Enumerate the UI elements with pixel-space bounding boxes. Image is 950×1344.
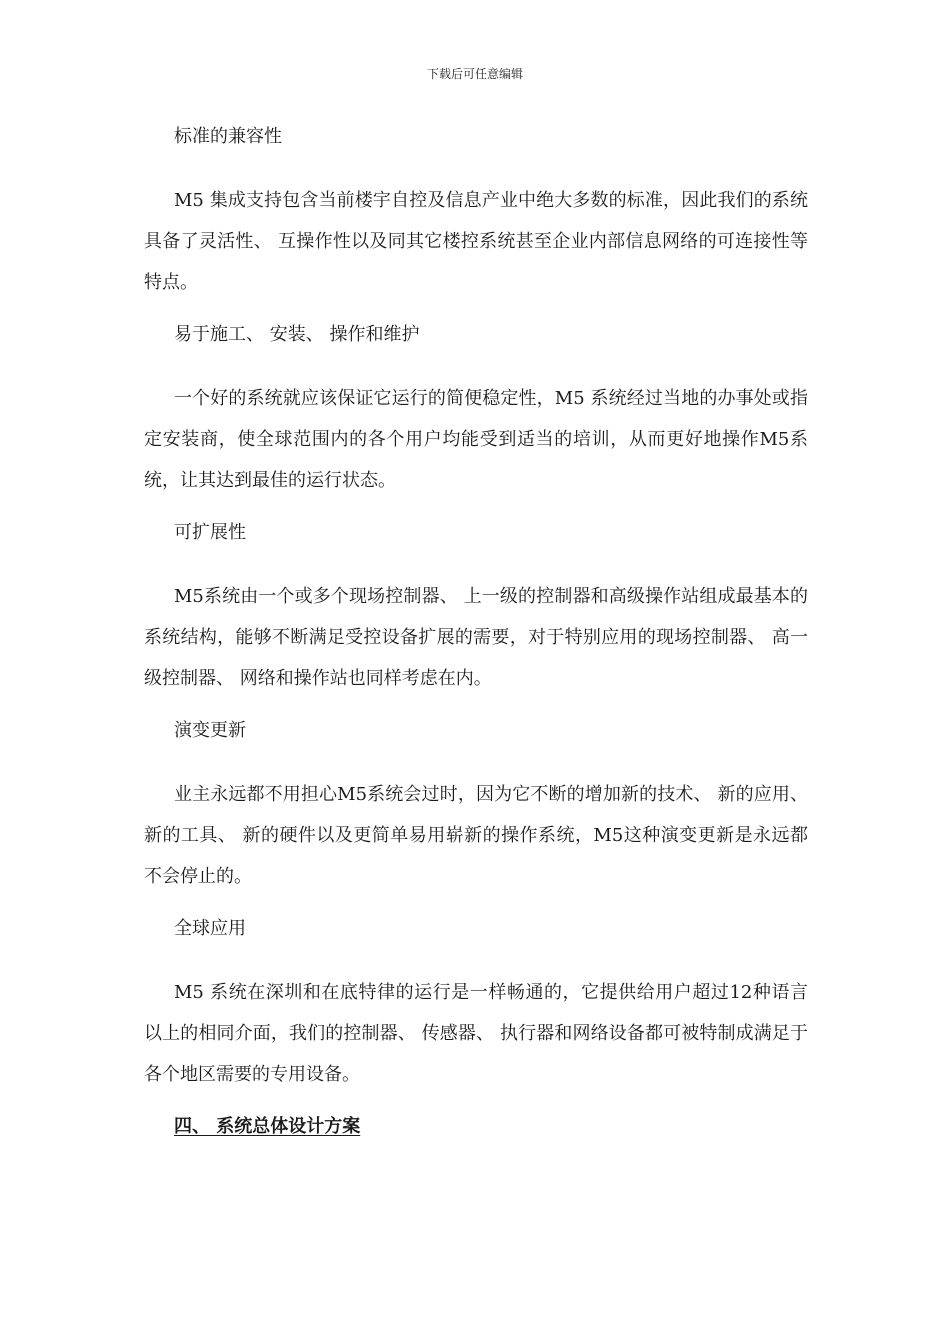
section-title-overall-design: 四、 系统总体设计方案 <box>174 1116 361 1137</box>
paragraph-global: M5 系统在深圳和在底特律的运行是一样畅通的，它提供给用户超过12种语言以上的相同介面，我们的控制器、 传感器、 执行器和网络设备都可被特制成满足于各个地区需要的专用设备。 <box>144 982 808 1085</box>
heading-compatibility: 标准的兼容性 <box>174 126 282 147</box>
paragraph-evolution: 业主永远都不用担心M5系统会过时，因为它不断的增加新的技术、 新的应用、 新的工具、 新的硬件以及更简单易用崭新的操作系统，M5这种演变更新是永远都不会停止的。 <box>144 784 808 887</box>
document-body <box>144 120 808 1144</box>
paragraph-compatibility: M5 集成支持包含当前楼宇自控及信息产业中绝大多数的标准，因此我们的系统具备了灵活性、 互操作性以及同其它楼控系统甚至企业内部信息网络的可连接性等特点。 <box>144 190 808 293</box>
heading-global: 全球应用 <box>174 918 246 939</box>
page-header: 下载后可任意编辑 <box>426 67 523 81</box>
heading-evolution: 演变更新 <box>174 720 246 741</box>
heading-installation: 易于施工、 安装、 操作和维护 <box>174 324 420 345</box>
heading-scalability: 可扩展性 <box>174 522 246 543</box>
paragraph-installation: 一个好的系统就应该保证它运行的简便稳定性，M5 系统经过当地的办事处或指定安装商，使全球范围内的各个用户均能受到适当的培训，从而更好地操作M5系统，让其达到最佳的运行状态。 <box>144 388 808 491</box>
paragraph-scalability: M5系统由一个或多个现场控制器、 上一级的控制器和高级操作站组成最基本的系统结构，能够不断满足受控设备扩展的需要，对于特别应用的现场控制器、 高一级控制器、 网络和操作站也同样考虑在内。 <box>144 586 808 689</box>
